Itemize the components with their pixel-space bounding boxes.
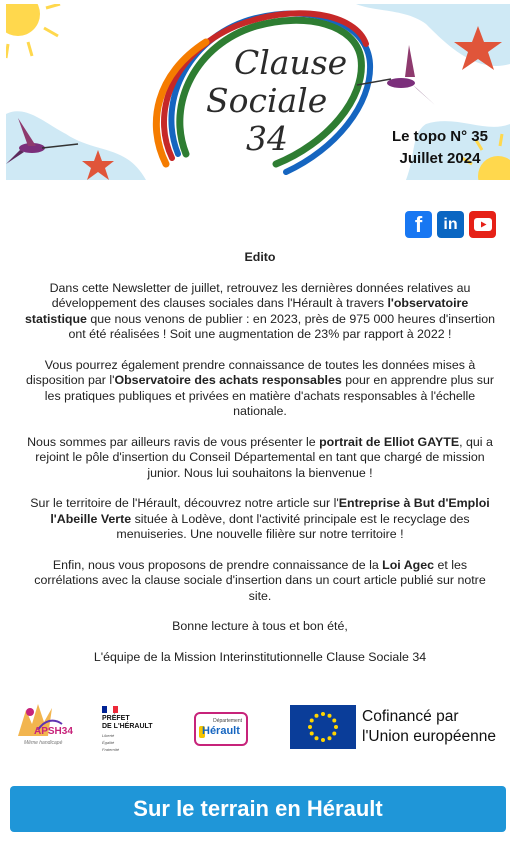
eu-stars-icon: [290, 705, 356, 749]
header-title: [206, 44, 366, 158]
closing-greeting: Bonne lecture à tous et bon été,: [172, 619, 348, 633]
prefet-line-1: PRÉFET: [102, 715, 130, 722]
prefet-motto-1: Liberté: [102, 733, 115, 738]
play-icon: [474, 218, 492, 231]
issue-info: [380, 126, 500, 170]
text: Sur le territoire de l'Hérault, découvrez notre article sur l': [30, 496, 339, 510]
title-line-1: Clause: [234, 43, 348, 82]
text: Nous sommes par ailleurs ravis de vous présenter le: [27, 434, 320, 449]
signature: L'équipe de la Mission Interinstitutionnelle Clause Sociale 34: [93, 649, 427, 664]
prefet-herault-logo[interactable]: [102, 706, 172, 752]
loi-agec-link[interactable]: Loi Agec: [382, 557, 435, 572]
observatoire-statistique-link[interactable]: l'observatoire statistique: [24, 296, 469, 326]
header-banner: [6, 4, 510, 180]
herault-name: Hérault: [202, 725, 240, 737]
paragraph-observatoire-achats: [24, 358, 496, 420]
paragraph-observatoire-statistique: [24, 281, 496, 343]
issue-number: Le topo N° 35: [391, 128, 488, 145]
text: Enfin, nous vous proposons de prendre connaissance de la: [52, 557, 383, 572]
portrait-link[interactable]: portrait de Elliot GAYTE: [319, 434, 460, 449]
apsh-name: APSH34: [34, 726, 73, 737]
text: Dans cette Newsletter de juillet, retrouvez les dernières données relatives au développement des clauses sociales dans l'Hérault à travers: [49, 280, 471, 310]
prefet-motto-3: Fraternité: [102, 747, 120, 752]
linkedin-icon[interactable]: [437, 211, 464, 238]
linkedin-glyph: in: [443, 215, 458, 233]
paragraph-abeille-verte: [24, 496, 496, 543]
youtube-icon[interactable]: [469, 211, 496, 238]
prefet-line-2: DE L'HÉRAULT: [102, 723, 153, 730]
edito-content: [24, 250, 496, 680]
text: , qui a rejoint le pôle d'insertion du Conseil Départemental en tant que chargé de mission junior. Nous lui souhaitons la bienvenue !: [35, 434, 493, 480]
french-flag-icon: [102, 706, 118, 713]
social-links: [405, 211, 496, 238]
eu-flag-icon[interactable]: [290, 705, 356, 749]
eu-line-2: l'Union européenne: [362, 728, 496, 745]
apsh34-logo[interactable]: [8, 700, 78, 752]
text: que nous venons de publier : en 2023, près de 975 000 heures d'insertion ont été réalisées ! Soit une augmentation de 23% par rapport à 2022 !: [68, 311, 496, 341]
sun-icon: [6, 4, 60, 58]
departement-herault-logo[interactable]: [194, 712, 248, 746]
facebook-icon[interactable]: [405, 211, 432, 238]
paragraph-portrait: [24, 435, 496, 482]
text: située à Lodève, dont l'activité principale est le recyclage des menuiseries. Une nouvelle filière sur notre territoire !: [116, 511, 470, 541]
issue-date: Juillet 2024: [399, 150, 481, 167]
text: et les corrélations avec la clause sociale d'insertion dans un court article publié sur notre site.: [34, 557, 486, 603]
sur-le-terrain-button[interactable]: Sur le terrain en Hérault: [10, 786, 506, 832]
apsh-subtitle: Même handicapé: [24, 740, 63, 746]
title-line-3: 34: [246, 119, 288, 158]
facebook-glyph: f: [414, 211, 423, 237]
eu-line-1: Cofinancé par: [362, 708, 459, 725]
prefet-motto-2: Égalité: [102, 740, 115, 745]
eu-cofinance-text: [362, 707, 496, 747]
edito-heading: Edito: [244, 250, 276, 264]
paragraph-loi-agec: [24, 558, 496, 605]
abeille-verte-link[interactable]: Entreprise à But d'Emploi l'Abeille Verte: [50, 496, 490, 526]
title-line-2: Sociale: [206, 81, 328, 120]
partner-logos: [0, 700, 520, 760]
text: pour en apprendre plus sur les pratiques publiques et privées en matière d'achats responsables à l'échelle nationale.: [44, 373, 494, 418]
herault-department-label: Département: [213, 718, 242, 724]
text: Vous pourrez également prendre connaissance de toutes les données mises à disposition par l': [26, 357, 476, 387]
observatoire-achats-link[interactable]: Observatoire des achats responsables: [114, 373, 342, 387]
